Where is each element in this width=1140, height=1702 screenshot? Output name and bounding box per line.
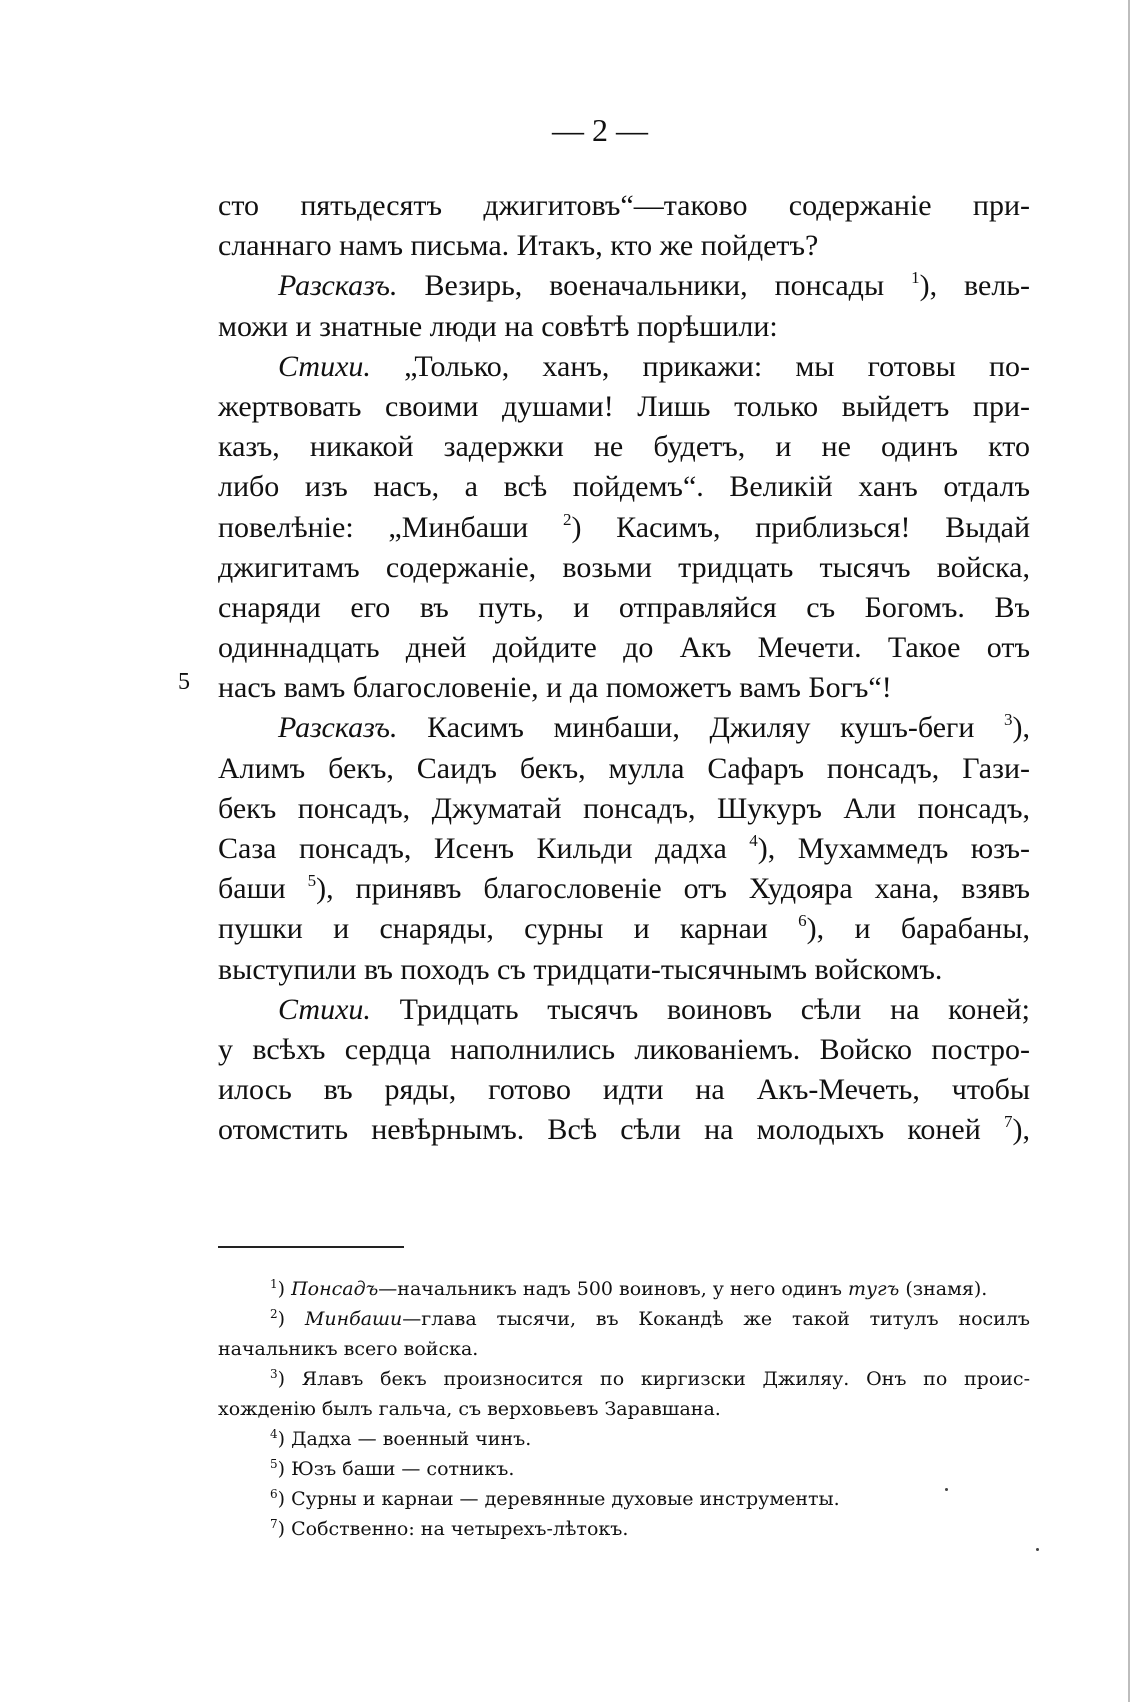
- text-line: либо изъ насъ, а всѣ пойдемъ“. Великій ханъ отдалъ: [218, 470, 1030, 504]
- text-span: ),: [1012, 1113, 1030, 1147]
- footnote-2-cont: начальникъ всего войска.: [218, 1338, 479, 1360]
- footnote-text: ) Дадха — военный чинъ.: [277, 1428, 532, 1450]
- footnote-term: тугъ: [847, 1278, 900, 1300]
- text-span: отомстить невѣрнымъ. Всѣ сѣли на молодыхъ коней: [218, 1113, 981, 1147]
- section-label: Стихи.: [278, 992, 371, 1026]
- footnote-text: —начальникъ надъ 500 воиновъ, у него одинъ: [378, 1278, 848, 1300]
- footnote-6: [218, 1484, 1030, 1514]
- print-speck: [1036, 1548, 1039, 1551]
- footnote-text: (знамя).: [899, 1278, 988, 1300]
- text-line: насъ вамъ благословеніе, и да поможетъ вамъ Богъ“!: [218, 671, 892, 705]
- text-line: илось въ ряды, готово идти на Акъ-Мечеть, чтобы: [218, 1073, 1030, 1107]
- text-line: у всѣхъ сердца наполнились ликованіемъ. Войско постро-: [218, 1032, 1030, 1066]
- text-span: Везирь, военачальники, понсады: [424, 269, 885, 303]
- text-span: Саза понсадъ, Исенъ Кильди дадха: [218, 832, 727, 865]
- footnote-ref: 3: [1004, 710, 1013, 730]
- text-line: [218, 990, 1030, 1030]
- footnote-number: 6: [270, 1487, 278, 1501]
- footnote-number: 5: [270, 1457, 278, 1471]
- footnote-rule: [218, 1246, 404, 1248]
- print-speck: [945, 1488, 948, 1491]
- text-line: сто пятьдесятъ джигитовъ“—таково содержаніе при-: [218, 189, 1030, 222]
- text-span: баши: [218, 872, 286, 906]
- page-edge-line: [1128, 0, 1130, 1702]
- text-span: ), вель-: [919, 269, 1031, 303]
- footnote-term: Минбаши: [304, 1308, 403, 1330]
- text-span: ), и барабаны,: [806, 912, 1031, 946]
- text-line: [218, 829, 1030, 869]
- footnote-3-cont: хожденію былъ гальча, съ верховьевъ Заравшана.: [218, 1398, 721, 1420]
- section-label: Разсказъ.: [278, 269, 398, 303]
- footnote-number: 3: [270, 1367, 278, 1381]
- footnote-text: ) Юзъ баши — сотникъ.: [277, 1458, 515, 1480]
- text-line: джигитамъ содержаніе, возьми тридцать тысячъ войска,: [218, 550, 1030, 584]
- text-line: [218, 347, 1030, 387]
- footnote-ref: 7: [1004, 1112, 1013, 1132]
- footnote-1: $^1$) Понсадъ—начальникъ надъ 500 воиновъ, у него одинъ тугъ (знамя).: [270, 1277, 988, 1300]
- text-line: [218, 869, 1030, 909]
- footnote-text: ) Ялавъ бекъ произносится по киргизски Джиляу. Онъ по проис-: [277, 1368, 1030, 1390]
- text-line: [218, 508, 1030, 548]
- footnote-number: 7: [270, 1517, 278, 1531]
- page-number: — 2 —: [552, 112, 648, 148]
- footnote-text: ) Сурны и карнаи — деревянные духовые инструменты.: [277, 1488, 840, 1510]
- text-span: Касимъ минбаши, Джиляу кушъ-беги: [427, 711, 975, 745]
- footnote-4: [218, 1424, 1030, 1454]
- footnote-3: [218, 1364, 1030, 1394]
- footnote-ref: 2: [562, 509, 572, 529]
- text-line: [218, 708, 1030, 748]
- footnote-number: 2: [270, 1307, 278, 1321]
- footnote-text: ) Собственно: на четырехъ-лѣтокъ.: [277, 1518, 629, 1540]
- text-line: можи и знатные люди на совѣтѣ порѣшили:: [218, 309, 778, 343]
- text-span: „Только, ханъ, прикажи: мы готовы по-: [404, 349, 1030, 383]
- text-line: выступили въ походъ съ тридцати-тысячнымъ войскомъ.: [218, 952, 943, 986]
- footnote-number: 4: [270, 1427, 278, 1441]
- footnote-ref: 6: [798, 911, 807, 931]
- footnote-7: [218, 1514, 1030, 1544]
- main-text: [218, 186, 1030, 1151]
- footnote-term: Понсадъ: [291, 1278, 379, 1300]
- text-span: ) Касимъ, приблизься! Выдай: [571, 510, 1031, 544]
- text-line: [218, 1110, 1030, 1150]
- footnote-number: 1: [270, 1277, 278, 1291]
- text-line: одиннадцать дней дойдите до Акъ Мечети. Такое отъ: [218, 631, 1030, 665]
- footnote-5: [218, 1454, 1030, 1484]
- text-span: ), Мухаммедъ юзъ-: [757, 832, 1031, 865]
- footnotes: [218, 1274, 1030, 1544]
- text-line: снаряди его въ путь, и отправляйся съ Богомъ. Въ: [218, 590, 1030, 624]
- text-line: [218, 266, 1030, 306]
- text-line: жертвовать своими душами! Лишь только выйдетъ при-: [218, 389, 1030, 423]
- text-span: ), принявъ благословеніе отъ Худояра хана, взявъ: [316, 872, 1031, 906]
- margin-line-number: 5: [178, 669, 190, 695]
- text-line: бекъ понсадъ, Джуматай понсадъ, Шукуръ Али понсадъ,: [218, 791, 1030, 825]
- text-line: сланнаго намъ письма. Итакъ, кто же пойдетъ?: [218, 229, 819, 263]
- text-line: [218, 909, 1030, 949]
- footnote-2: $^2$) Минбаши—глава тысячи, въ Кокандѣ же такой титулъ носилъ: [270, 1307, 1031, 1330]
- text-span: Тридцать тысячъ воиновъ сѣли на коней;: [399, 992, 1030, 1026]
- text-span: повелѣніе: „Минбаши: [218, 510, 529, 544]
- text-line: Алимъ бекъ, Саидъ бекъ, мулла Сафаръ понсадъ, Гази-: [218, 751, 1030, 785]
- footnote-text: —глава тысячи, въ Кокандѣ же такой титулъ носилъ: [402, 1308, 1031, 1330]
- section-label: Разсказъ.: [278, 711, 398, 745]
- footnote-ref: 4: [749, 831, 758, 850]
- text-span: ),: [1012, 711, 1031, 745]
- section-label: Стихи.: [278, 349, 371, 383]
- footnote-ref: 1: [911, 268, 920, 288]
- text-line: казъ, никакой задержки не будетъ, и не одинъ кто: [218, 430, 1030, 464]
- footnote-ref: 5: [307, 871, 317, 891]
- text-span: пушки и снаряды, сурны и карнаи: [218, 912, 768, 946]
